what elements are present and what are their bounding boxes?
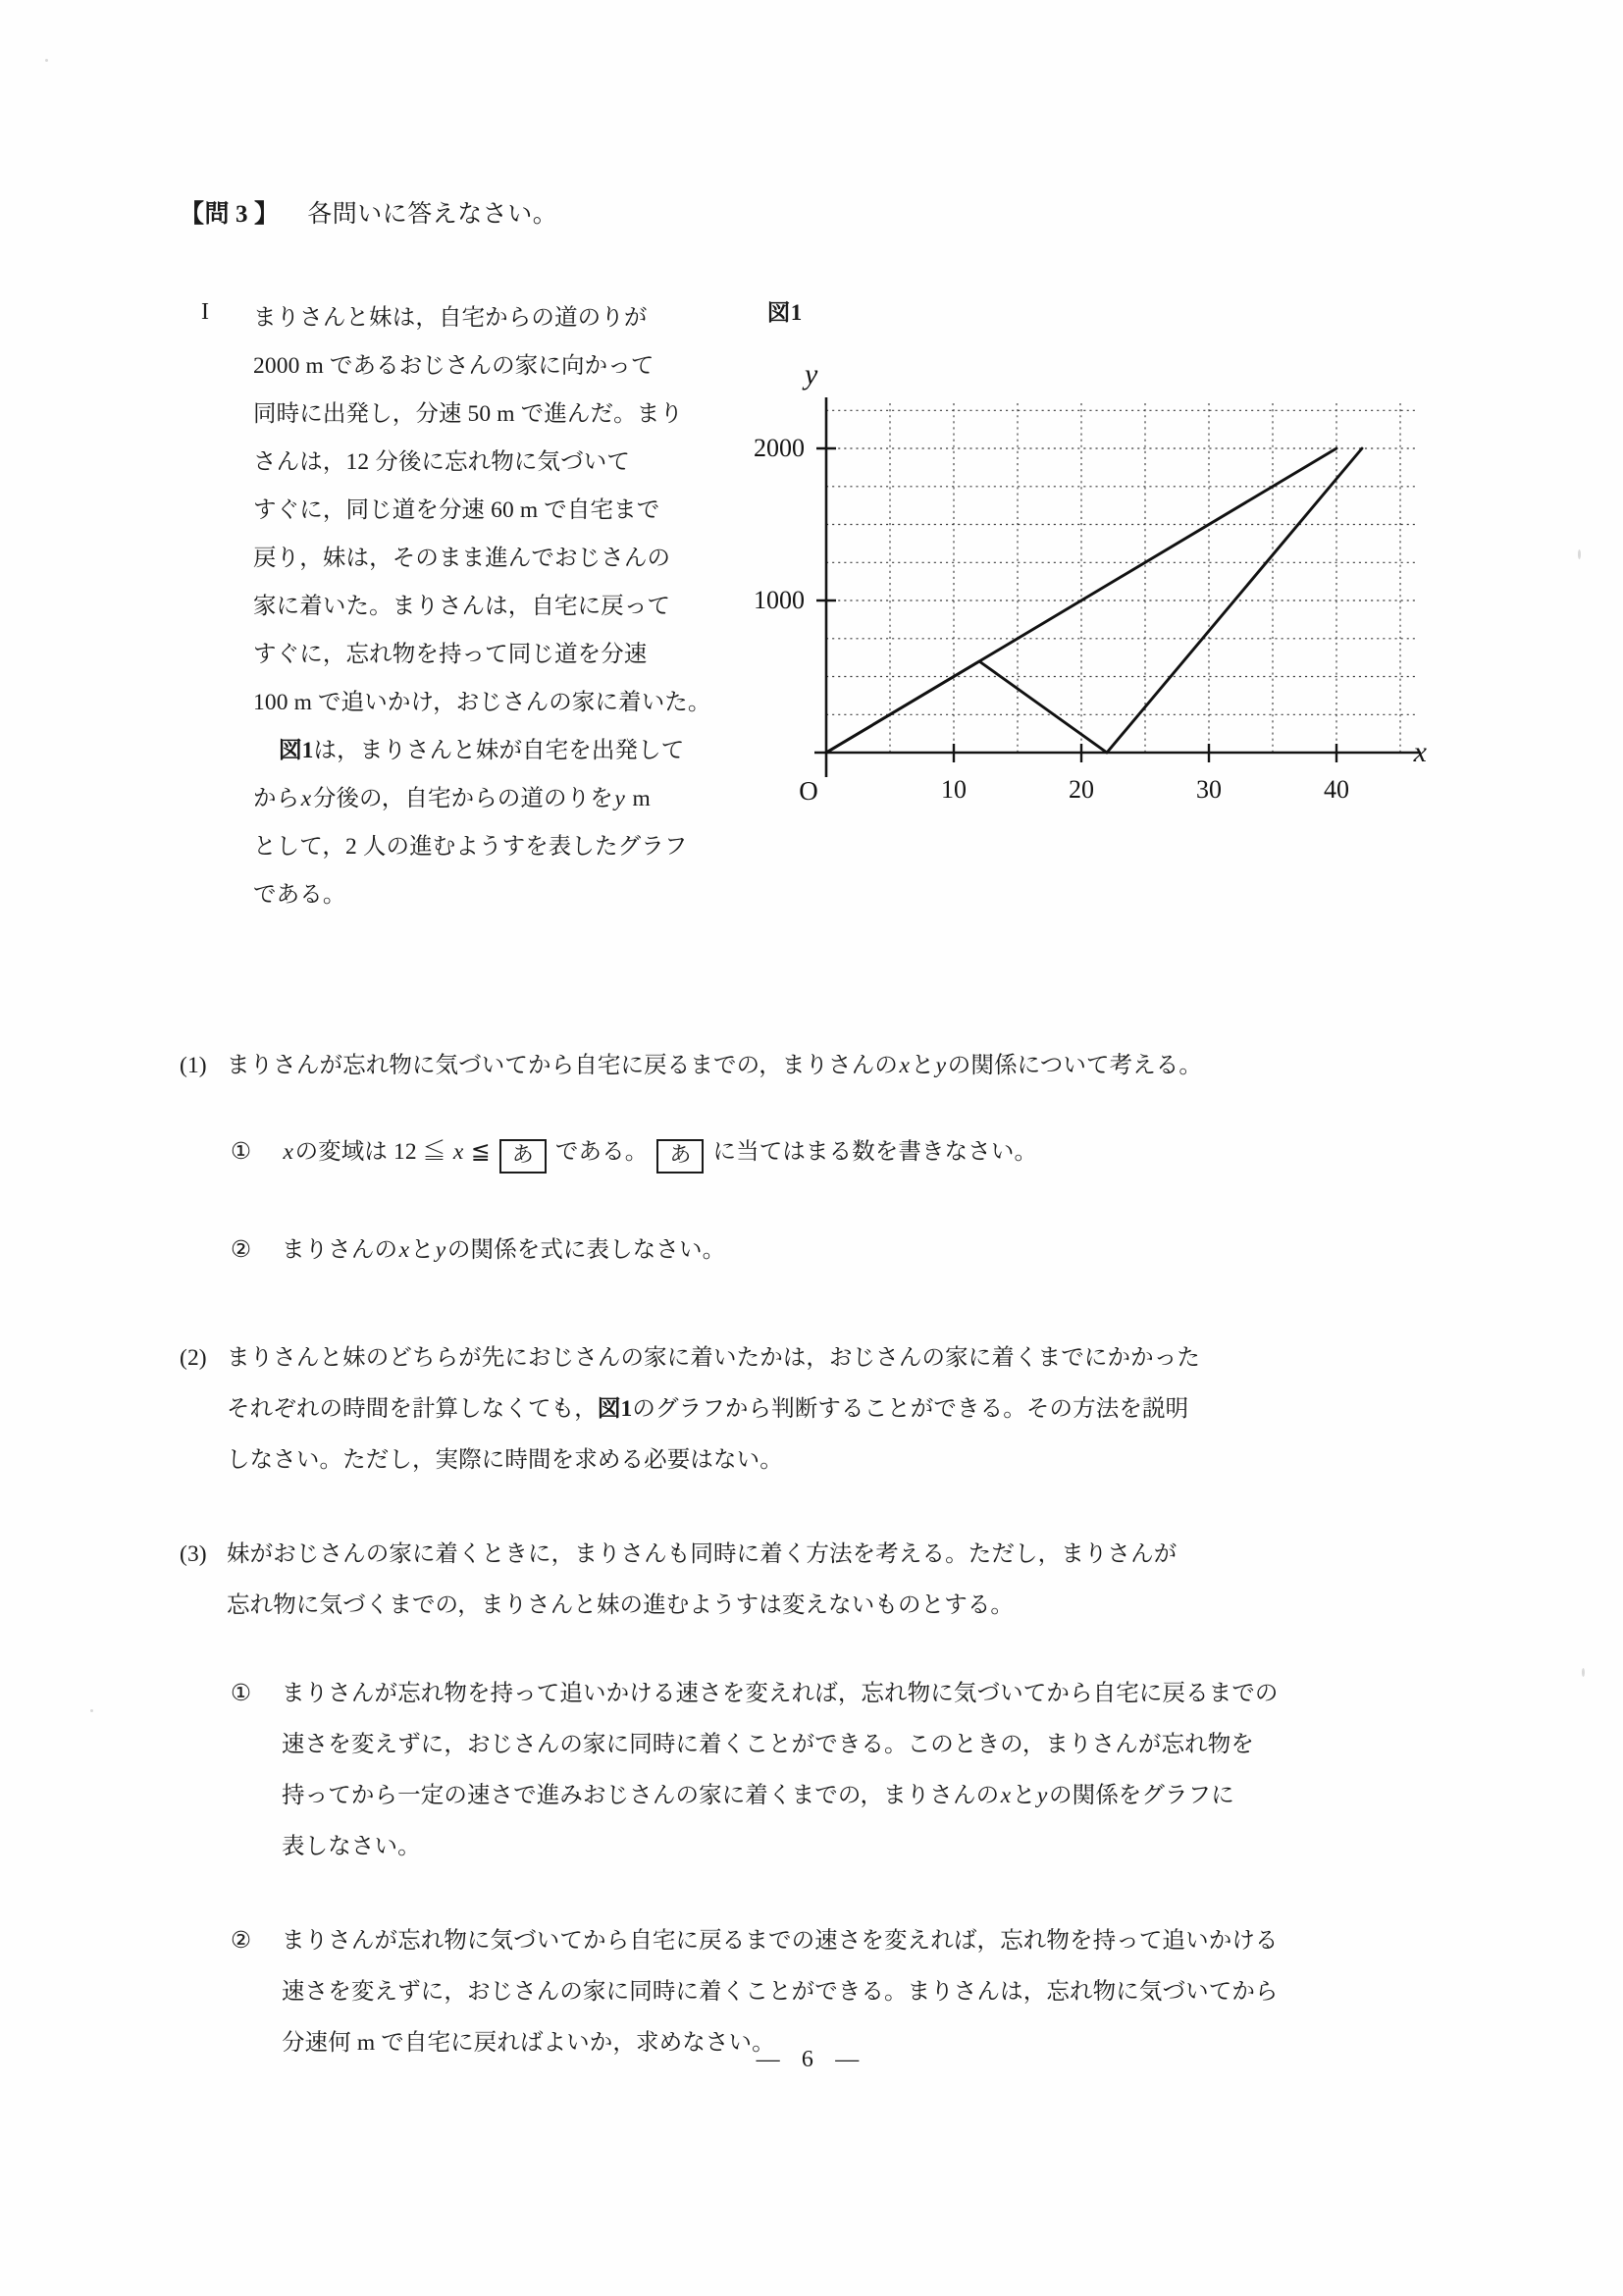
x-tick-label: 30 (1196, 775, 1222, 804)
graph-svg (754, 340, 1427, 870)
question-2-line: まりさんと妹のどちらが先におじさんの家に着いたかは，おじさんの家に着くまでにかかった (227, 1345, 1200, 1371)
stmt-line: 100 m で追いかけ，おじさんの家に着いた。 (253, 690, 711, 715)
scan-speck (1582, 1668, 1585, 1677)
question-3-sub-1-line: 持ってから一定の速さで進みおじさんの家に着くまでの，まりさんのxとyの関係をグラフに (282, 1783, 1234, 1808)
question-3-sub-2-line: まりさんが忘れ物に気づいてから自宅に戻るまでの速さを変えれば，忘れ物を持って追いかける (282, 1928, 1279, 1954)
x-tick-label: 10 (941, 775, 967, 804)
scan-speck (90, 1709, 93, 1712)
question-3-sub-1-line: 速さを変えずに，おじさんの家に同時に着くことができる。このときの，まりさんが忘れ物を (282, 1732, 1254, 1757)
question-heading (180, 194, 557, 230)
question-3-line: 妹がおじさんの家に着くときに，まりさんも同時に着く方法を考える。ただし，まりさんが (227, 1541, 1178, 1567)
section-marker: I (201, 299, 209, 325)
y-tick-label: 2000 (754, 434, 805, 462)
question-1-sub-2-marker: ② (231, 1237, 252, 1263)
question-1-marker: (1) (180, 1053, 207, 1078)
stmt-line: すぐに，同じ道を分速 60 m で自宅まで (253, 497, 660, 523)
scan-speck (1578, 549, 1581, 559)
stmt-line: 2000 m であるおじさんの家に向かって (253, 353, 654, 379)
stmt-line: からx分後の，自宅からの道のりをy m (253, 786, 651, 811)
answer-box-a[interactable]: あ (656, 1139, 704, 1174)
stmt-line: として，2 人の進むようすを表したグラフ (253, 834, 688, 860)
question-3 (180, 1529, 1177, 1631)
question-3-sub-2-marker: ② (231, 1928, 252, 1954)
graph-canvas (754, 340, 1427, 870)
x-axis-label: x (1413, 736, 1427, 768)
answer-box-a[interactable]: あ (499, 1139, 547, 1174)
stmt-line: 同時に出発し，分速 50 m で進んだ。まり (253, 401, 683, 427)
question-1-sub-1: ① xの変域は 12 ≦ x ≦ あ である。 あ に当てはまる数を書きなさい。 (231, 1126, 1037, 1177)
series-mari-return (826, 661, 1107, 753)
figure-ref: 図1 (279, 738, 314, 763)
scan-speck (45, 59, 48, 62)
stmt-line: さんは，12 分後に忘れ物に気づいて (253, 449, 630, 475)
stmt-line: である。 (253, 882, 346, 908)
question-3-sub-1-line: まりさんが忘れ物を持って追いかける速さを変えれば，忘れ物に気づいてから自宅に戻るまでの (282, 1681, 1279, 1706)
question-2-marker: (2) (180, 1345, 207, 1371)
question-2-line: それぞれの時間を計算しなくても，図1のグラフから判断することができる。その方法を説明 (227, 1396, 1189, 1422)
question-1-line: まりさんが忘れ物に気づいてから自宅に戻るまでの，まりさんのxとyの関係について考える。 (227, 1053, 1203, 1078)
y-tick-label: 1000 (754, 586, 805, 614)
question-instruction: 各問いに答えなさい。 (307, 201, 558, 228)
question-3-sub-1-line: 表しなさい。 (282, 1834, 421, 1859)
y-gridlines (826, 410, 1415, 714)
question-3-line: 忘れ物に気づくまでの，まりさんと妹の進むようすは変えないものとする。 (227, 1592, 1015, 1618)
problem-statement (253, 294, 754, 919)
question-1-sub-1-marker: ① (231, 1139, 252, 1165)
stmt-line: 戻り，妹は，そのまま進んでおじさんの (253, 546, 671, 571)
figure-caption: 図1 (767, 300, 803, 325)
question-1 (180, 1040, 1202, 1091)
question-3-sub-2-line: 分速何 m で自宅に戻ればよいか，求めなさい。 (282, 2030, 775, 2056)
page-number: — 6 — (756, 2047, 867, 2072)
question-2 (180, 1332, 1200, 1486)
origin-label: O (799, 776, 818, 806)
question-1-sub-2: ② まりさんのxとyの関係を式に表しなさい。 (231, 1225, 725, 1276)
x-tick-label: 40 (1324, 775, 1349, 804)
x-tick-label: 20 (1069, 775, 1094, 804)
question-2-line: しなさい。ただし，実際に時間を求める必要はない。 (227, 1447, 783, 1473)
y-axis-label: y (805, 358, 818, 391)
question-tag: 【問 3 】 (180, 201, 280, 228)
question-3-sub-1-marker: ① (231, 1681, 252, 1706)
question-3-sub-1 (231, 1668, 1279, 1872)
question-3-marker: (3) (180, 1541, 207, 1567)
question-3-sub-2 (231, 1915, 1279, 2068)
figure-1 (754, 294, 1427, 870)
stmt-line: 図1は，まりさんと妹が自宅を出発して (279, 738, 685, 763)
stmt-line: 家に着いた。まりさんは，自宅に戻って (253, 594, 671, 619)
stmt-line: すぐに，忘れ物を持って同じ道を分速 (253, 642, 648, 667)
question-3-sub-2-line: 速さを変えずに，おじさんの家に同時に着くことができる。まりさんは，忘れ物に気づいてから (282, 1979, 1279, 2005)
stmt-line: まりさんと妹は，自宅からの道のりが (253, 305, 648, 331)
